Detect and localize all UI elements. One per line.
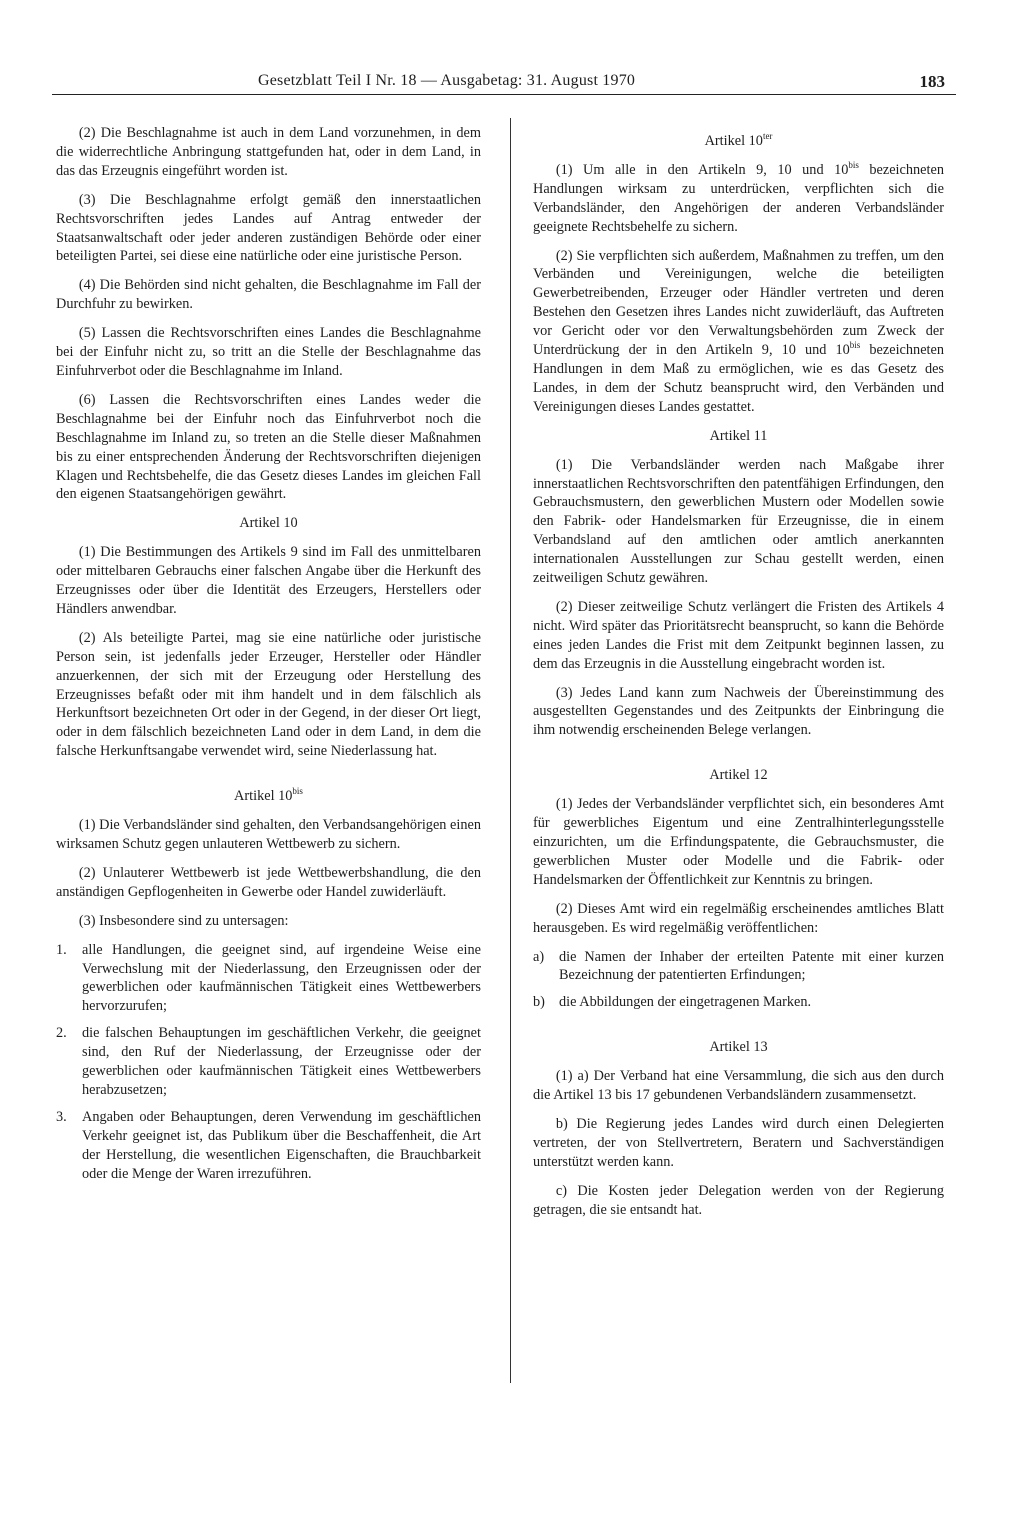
paragraph: c) Die Kosten jeder Delegation werden von der Regierung getragen, die sie entsandt hat. [533,1182,944,1218]
page-number: 183 [919,72,945,91]
list-item-text: alle Handlungen, die geeignet sind, auf irgendeine Weise eine Verwechslung mit der Niederlassung, den Erzeugnissen oder der gewerblichen oder kaufmännischen Tätigkeit eines Wettbewerbers hervorzurufen; [82,941,481,1015]
list-item [56,1024,481,1100]
paragraph: (2) Unlauterer Wettbewerb ist jede Wettbewerbshandlung, die den anständigen Gepflogenheiten in Gewerbe oder Handel zuwiderläuft. [56,864,481,900]
list-item [533,993,944,1012]
paragraph-text: bezeichneten Handlungen wirksam zu unterdrücken, verpflichten sich die Verbandsländer, den Angehörigen der anderen Verbandsländer geeignete Rechtsbehelfe zu sichern. [533,161,944,235]
list-item-text: die Abbildungen der eingetragenen Marken. [559,994,812,1011]
column-divider [510,118,511,1383]
article-heading: Artikel 12 [709,767,768,784]
list-item-marker: a) [533,948,545,965]
paragraph [533,247,944,417]
paragraph: (1) a) Der Verband hat eine Versammlung, die sich aus den durch die Artikel 13 bis 17 gebundenen Verbandsländern zusammensetzt. [533,1068,944,1104]
paragraph: (1) Die Verbandsländer sind gehalten, den Verbandsangehörigen einen wirksamen Schutz gegen unlauteren Wettbewerb zu sichern. [56,817,481,852]
running-header: Gesetzblatt Teil I Nr. 18 — Ausgabetag: 31. August 1970 [258,72,636,89]
list-item-marker: 2. [56,1025,67,1042]
paragraph-text: bezeichneten Handlungen in dem Maß zu ermöglichen, wie es das Gesetz des Landes, in dem der Schutz beansprucht wird, den Verbänden und Vereinigungen dieses Landes gestattet. [533,342,945,415]
list-item-text: die falschen Behauptungen im geschäftlichen Verkehr, die geeignet sind, den Ruf der Niederlassung, der Erzeugnisse oder der gewerblichen oder kaufmännischen Tätigkeit eines Wettbewerbers herabzusetzen; [82,1025,481,1098]
paragraph-text: (2) Sie verpflichten sich außerdem, Maßnahmen zu treffen, um den Verbänden und Vereinigungen, welche die beteiligten Gewerbetreibenden, Erzeuger oder Händler vertreten und deren Bestehen den Gesetzen ihres Landes nicht zuwiderläuft, das Auftreten vor Gericht oder vor den Verwaltungsbehörden zum Zweck der Unterdrückung der in den Artikeln 9, 10 und 10 [533,247,944,359]
paragraph: (2) Die Beschlagnahme ist auch in dem Land vorzunehmen, in dem die widerrechtliche Anbringung stattgefunden hat, oder in dem Land, in das das Erzeugnis eingeführt worden ist. [56,125,481,179]
article-heading-sup: bis [292,786,303,797]
right-column [533,124,944,1230]
article-heading: Artikel 13 [709,1039,768,1056]
article-heading-text: Artikel 10 [704,133,763,149]
list-item [56,1108,481,1184]
list-item [56,941,481,1017]
paragraph: (1) Jedes der Verbandsländer verpflichtet sich, ein besonderes Amt für gewerbliches Eigentum und eine Zentralhinterlegungsstelle einzurichten, um die Erfindungspatente, die Gebrauchsmuster, die gewerblichen Muster oder Modelle und die Fabrik- oder Handelsmarken der Öffentlichkeit zur Kenntnis zu bringen. [533,796,944,888]
article-heading-text: Artikel 10 [234,788,293,805]
paragraph-sup: bis [849,340,861,351]
paragraph: (6) Lassen die Rechtsvorschriften eines Landes weder die Beschlagnahme bei der Einfuhr noch das Einfuhrverbot noch die Beschlagnahme im Inland zu, so treten an die Stelle dieser Maßnahmen bis zu einer entsprechenden Änderung der Rechtsvorschriften diejenigen Klagen und Rechtsbehelfe, die das Gesetz dieses Landes im gleichen Fall den eigenen Staatsangehörigen gewährt. [56,391,481,503]
paragraph: b) Die Regierung jedes Landes wird durch einen Delegierten vertreten, der von Stellvertretern, Beratern und Sachverständigen unterstützt werden kann. [533,1115,944,1170]
paragraph-sup: bis [848,160,859,171]
paragraph-text: (1) Um alle in den Artikeln 9, 10 und 10 [555,161,849,178]
paragraph: (4) Die Behörden sind nicht gehalten, die Beschlagnahme im Fall der Durchfuhr zu bewirken. [56,277,481,313]
paragraph: (2) Dieses Amt wird ein regelmäßig erscheinendes amtliches Blatt herausgeben. Es wird regelmäßig veröffentlichen: [533,900,944,936]
list-item-marker: b) [533,994,545,1011]
paragraph: (5) Lassen die Rechtsvorschriften eines Landes die Beschlagnahme bei der Einfuhr nicht zu, so tritt an die Stelle der Beschlagnahme das Einfuhrverbot oder die Beschlagnahme im Inland. [56,325,481,379]
article-heading: Artikel 10 [239,515,298,532]
paragraph: (3) Jedes Land kann zum Nachweis der Übereinstimmung des ausgestellten Gegenstandes und des Zeitpunkts der Einbringung die ihm notwendig erscheinenden Belege verlangen. [533,684,944,739]
paragraph: (3) Die Beschlagnahme erfolgt gemäß den innerstaatlichen Rechtsvorschriften jedes Landes auf Antrag entweder der Staatsanwaltschaft oder jeder anderen zuständigen Behörde oder einer beteiligten Partei, sei diese eine natürliche oder eine juristische Person. [56,191,481,265]
list-item-text: die Namen der Inhaber der erteilten Patente mit einer kurzen Bezeichnung der patentierten Erfindungen; [559,948,944,984]
article-heading: Artikel 11 [709,427,768,444]
list-item-text: Angaben oder Behauptungen, deren Verwendung im geschäftlichen Verkehr geeignet ist, das Publikum über die Beschaffenheit, die Art der Herstellung, die wesentlichen Eigenschaften, die Brauchbarkeit oder die Menge der Waren irrezuführen. [82,1108,481,1182]
article-heading [56,787,481,806]
article-heading [533,132,944,151]
paragraph: (2) Als beteiligte Partei, mag sie eine natürliche oder juristische Person sein, ist jedenfalls jeder Erzeuger, Hersteller oder Händler anzuerkennen, der sich mit der Erzeugung oder Herstellung des Erzeugnisses befaßt oder mit ihm handelt und in dem fälschlich als Herkunftsort bezeichneten Ort oder in der Gegend, in der dieser Ort liegt, oder in dem fälschlich bezeichneten Land oder in dem Land, in dem die falsche Herkunftsangabe verwendet wird, seine Niederlassung hat. [56,629,481,760]
list-item-marker: 1. [56,941,67,958]
paragraph: (1) Die Bestimmungen des Artikels 9 sind im Fall des unmittelbaren oder mittelbaren Gebrauchs einer falschen Angabe über die Herkunft des Erzeugnisses oder über die Identität des Erzeugers, Herstellers oder Händlers anwendbar. [56,544,481,617]
paragraph: (1) Die Verbandsländer werden nach Maßgabe ihrer innerstaatlichen Rechtsvorschriften den patentfähigen Erfindungen, den Gebrauchsmustern, den gewerblichen Mustern oder Modellen sowie den Fabrik- oder Handelsmarken für Erzeugnisse, die in einem Verbandsland auf den amtlichen oder amtlich anerkannten internationalen Ausstellungen zur Schau gestellt werden, einen zeitweiligen Schutz gewähren. [533,456,944,587]
article-heading-sup: ter [762,131,773,142]
header-rule [52,94,956,95]
paragraph: (3) Insbesondere sind zu untersagen: [78,912,289,929]
paragraph [533,161,944,237]
list-item-marker: 3. [56,1108,67,1125]
left-column [56,124,481,1192]
list-item [533,948,944,986]
paragraph: (2) Dieser zeitweilige Schutz verlängert die Fristen des Artikels 4 nicht. Wird später das Prioritätsrecht beansprucht, so kann die Behörde eines jeden Landes die Frist mit dem Zeitpunkt beginnen lassen, zu dem das Erzeugnis in die Ausstellung eingebracht worden ist. [533,598,944,672]
